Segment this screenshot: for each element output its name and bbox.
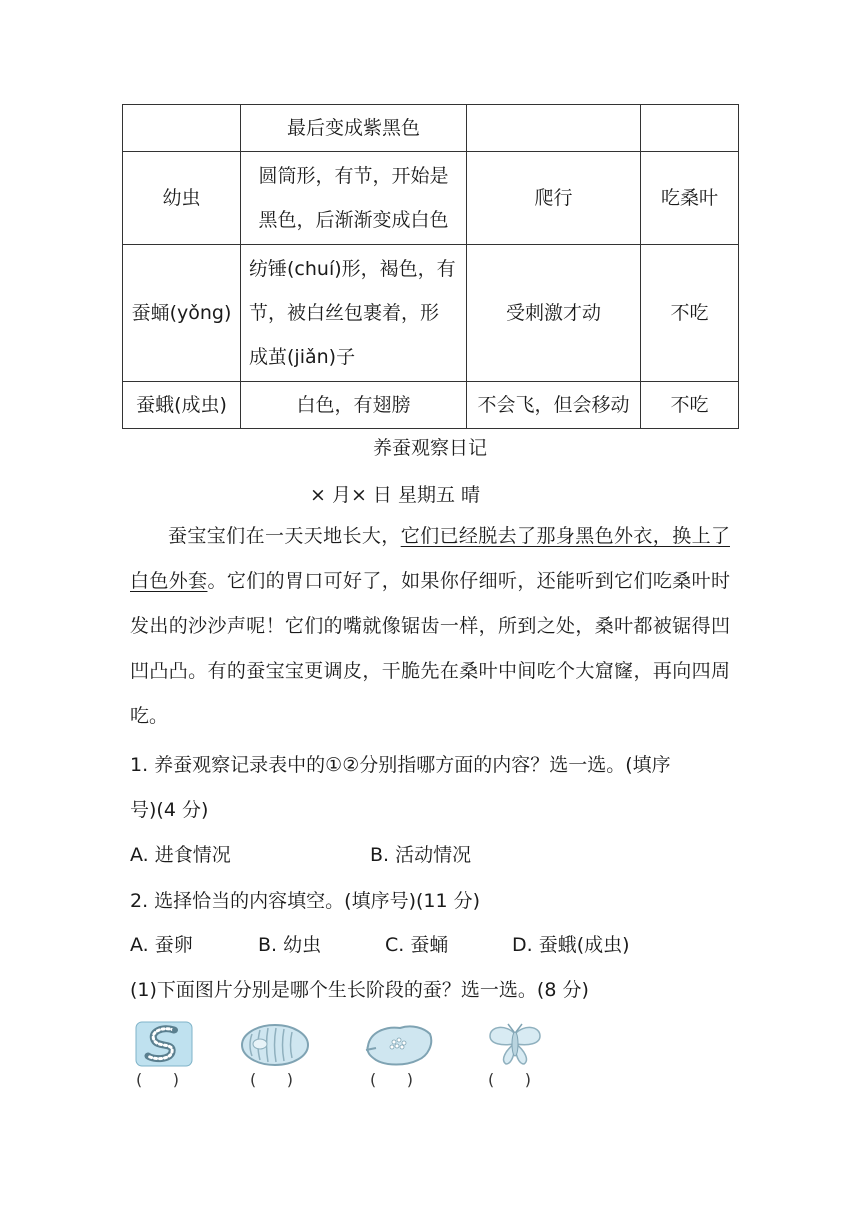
diary-title: 养蚕观察日记 xyxy=(372,437,487,459)
answer-blank[interactable]: ( ) xyxy=(488,1070,531,1089)
question-1-line-2: 号)(4 分) xyxy=(130,799,209,821)
paragraph-text: 。它们的胃口可好了，如果你仔细听，还能听到它们吃桑叶时发出的沙沙声呢！它们的嘴就像锯齿一样，所到之处，桑叶都被锯得凹凹凸凸。有的蚕宝宝更调皮，干脆先在桑叶中间吃个大窟窿，再向四周吃。 xyxy=(130,570,730,727)
table-row xyxy=(123,152,739,245)
cell-line: 节，被白丝包裹着，形 xyxy=(249,302,440,324)
table-row xyxy=(123,245,739,382)
table-cell: 白色，有翅膀 xyxy=(241,382,467,429)
option-c: C. 蚕蛹 xyxy=(385,934,449,956)
answer-blank[interactable]: ( ) xyxy=(136,1070,179,1089)
question-2: 2. 选择恰当的内容填空。(填序号)(11 分) xyxy=(130,890,481,912)
option-b: B. 活动情况 xyxy=(370,844,472,866)
pupa-icon xyxy=(238,1020,312,1068)
table-cell xyxy=(241,245,467,382)
sub-question-1: (1)下面图片分别是哪个生长阶段的蚕？选一选。(8 分) xyxy=(130,979,589,1001)
option-d: D. 蚕蛾(成虫) xyxy=(512,934,630,956)
option-a: A. 进食情况 xyxy=(130,844,231,866)
table-cell: 爬行 xyxy=(467,152,641,245)
diary-paragraph xyxy=(130,514,730,739)
answer-blank[interactable]: ( ) xyxy=(370,1070,413,1089)
table-row xyxy=(123,105,739,152)
table-cell: 蚕蛹(yǒng) xyxy=(123,245,241,382)
table-cell: 不会飞，但会移动 xyxy=(467,382,641,429)
paragraph-text: 蚕宝宝们在一天天地长大， xyxy=(168,525,401,547)
table-cell: 蚕蛾(成虫) xyxy=(123,382,241,429)
table-cell xyxy=(467,105,641,152)
moth-icon xyxy=(484,1020,546,1068)
silkworm-observation-table xyxy=(122,104,739,429)
table-cell: 最后变成紫黑色 xyxy=(241,105,467,152)
option-b: B. 幼虫 xyxy=(258,934,322,956)
table-cell: 不吃 xyxy=(641,245,739,382)
cell-line: 纺锤(chuí)形，褐色，有 xyxy=(249,258,456,280)
table-cell xyxy=(241,152,467,245)
cell-line: 成茧(jiǎn)子 xyxy=(249,346,356,368)
table-row xyxy=(123,382,739,429)
question-1-line-1: 1. 养蚕观察记录表中的①②分别指哪方面的内容？选一选。(填序 xyxy=(130,754,671,776)
table-cell: 受刺激才动 xyxy=(467,245,641,382)
answer-blank[interactable]: ( ) xyxy=(250,1070,293,1089)
cell-line: 黑色，后渐渐变成白色 xyxy=(258,209,449,231)
diary-date: × 月× 日 星期五 晴 xyxy=(310,484,480,506)
option-a: A. 蚕卵 xyxy=(130,934,193,956)
table-cell: 幼虫 xyxy=(123,152,241,245)
underlined-sentence: 它们已经脱去了那身黑色外衣，换上了白色外套 xyxy=(130,525,730,592)
eggs-on-leaf-icon xyxy=(362,1020,436,1068)
table-cell xyxy=(123,105,241,152)
cell-line: 圆筒形，有节，开始是 xyxy=(258,165,449,187)
table-cell: 不吃 xyxy=(641,382,739,429)
table-cell xyxy=(641,105,739,152)
table-cell: 吃桑叶 xyxy=(641,152,739,245)
larva-icon xyxy=(134,1020,194,1068)
